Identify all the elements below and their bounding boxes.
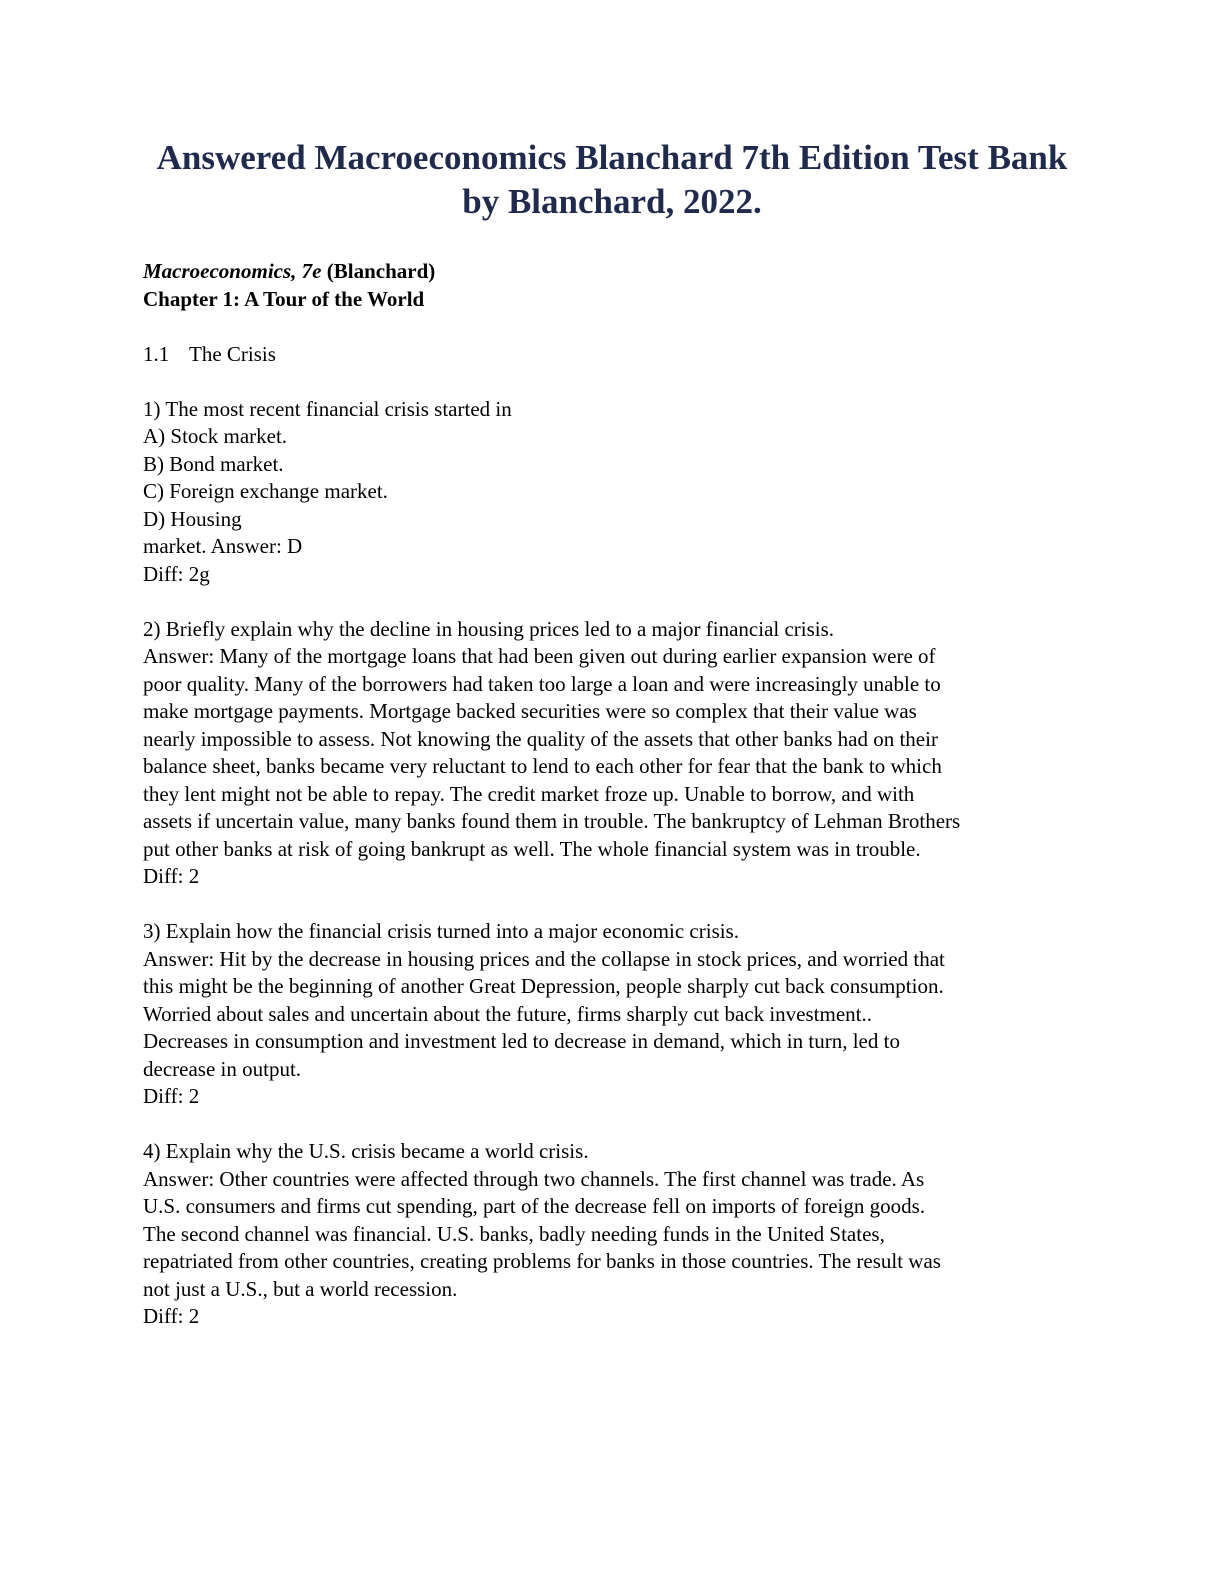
title-line-2: by Blanchard, 2022. — [462, 182, 762, 221]
question-line: nearly impossible to assess. Not knowing the quality of the assets that other banks had on their — [143, 726, 938, 751]
question-line: 3) Explain how the financial crisis turned into a major economic crisis. — [143, 919, 739, 943]
question-3 — [143, 918, 1083, 1111]
question-1 — [143, 396, 1083, 589]
question-2 — [143, 616, 1083, 891]
question-line: they lent might not be able to repay. The credit market froze up. Unable to borrow, and with — [143, 781, 915, 806]
question-line: Diff: 2 — [143, 1084, 200, 1108]
book-title: Macroeconomics, 7e — [143, 259, 322, 283]
question-line: not just a U.S., but a world recession. — [143, 1276, 458, 1301]
section-number: 1.1 — [143, 341, 170, 366]
question-line: Diff: 2g — [143, 561, 210, 586]
question-line: 4) Explain why the U.S. crisis became a world crisis. — [143, 1139, 589, 1163]
question-line: market. Answer: D — [143, 534, 303, 558]
book-reference — [143, 258, 1083, 286]
question-line: this might be the beginning of another Great Depression, people sharply cut back consumption. — [143, 974, 944, 998]
title-line-1: Answered Macroeconomics Blanchard 7th Edition Test Bank — [156, 138, 1068, 177]
document-title — [0, 136, 1224, 224]
chapter-heading: Chapter 1: A Tour of the World — [143, 286, 425, 311]
question-line: Answer: Hit by the decrease in housing prices and the collapse in stock prices, and worried that — [143, 946, 945, 971]
question-line: decrease in output. — [143, 1056, 302, 1081]
document-body — [143, 258, 1083, 1331]
question-line: assets if uncertain value, many banks found them in trouble. The bankruptcy of Lehman Brothers — [143, 809, 961, 833]
question-line: Diff: 2 — [143, 864, 200, 888]
question-line: put other banks at risk of going bankrupt as well. The whole financial system was in trouble. — [143, 836, 921, 861]
question-line: Answer: Other countries were affected through two channels. The first channel was trade. As — [143, 1166, 925, 1191]
question-line: C) Foreign exchange market. — [143, 479, 388, 503]
question-line: make mortgage payments. Mortgage backed securities were so complex that their value was — [143, 699, 917, 723]
question-line: balance sheet, banks became very reluctant to lend to each other for fear that the bank to which — [143, 754, 942, 778]
question-line: Worried about sales and uncertain about the future, firms sharply cut back investment.. — [143, 1001, 873, 1026]
section-heading — [143, 341, 1083, 369]
question-line: repatriated from other countries, creating problems for banks in those countries. The result was — [143, 1249, 941, 1273]
question-line: Decreases in consumption and investment led to decrease in demand, which in turn, led to — [143, 1029, 900, 1053]
question-line: Answer: Many of the mortgage loans that had been given out during earlier expansion were of — [143, 644, 936, 668]
question-line: B) Bond market. — [143, 451, 284, 476]
question-line: 1) The most recent financial crisis started in — [143, 396, 512, 421]
question-line: A) Stock market. — [143, 424, 288, 448]
question-line: Diff: 2 — [143, 1304, 200, 1328]
question-line: The second channel was financial. U.S. banks, badly needing funds in the United States, — [143, 1221, 885, 1246]
question-line: U.S. consumers and firms cut spending, part of the decrease fell on imports of foreign goods. — [143, 1194, 926, 1218]
question-4 — [143, 1138, 1083, 1331]
book-author: (Blanchard) — [321, 259, 436, 283]
question-line: D) Housing — [143, 506, 242, 531]
question-line: poor quality. Many of the borrowers had taken too large a loan and were increasingly unable to — [143, 671, 941, 696]
section-title: The Crisis — [189, 341, 276, 366]
question-line: 2) Briefly explain why the decline in housing prices led to a major financial crisis. — [143, 616, 835, 641]
